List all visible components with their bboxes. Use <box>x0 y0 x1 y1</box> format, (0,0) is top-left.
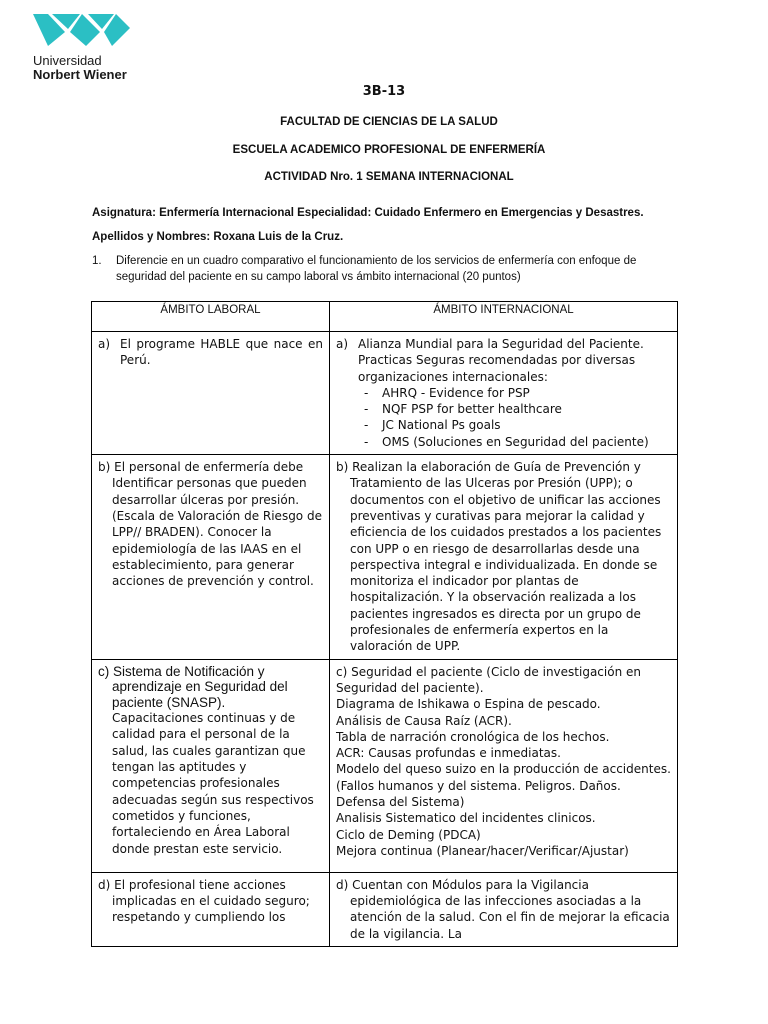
comparison-table <box>91 301 678 947</box>
question-number: 1. <box>92 255 102 267</box>
table-row <box>92 455 678 660</box>
col-header-laboral: ÁMBITO LABORAL <box>92 302 330 332</box>
text-c-right-line: Diagrama de Ishikawa o Espina de pescado. <box>336 697 601 712</box>
list-item: - OMS (Soluciones en Seguridad del paciente) <box>336 434 671 450</box>
text-c-left: Capacitaciones continuas y de calidad para el personal de la salud, las cuales garantizan que tengan las aptitudes y competencias profesionales adecuadas según sus respectivos cometidos y funciones, fortaleciendo en Área Laboral donde prestan este servicio. <box>112 711 314 856</box>
table-header-row <box>92 302 678 332</box>
cell-d-laboral <box>92 872 330 946</box>
text-a-right-line: Practicas Seguras recomendadas por diversas <box>358 353 636 368</box>
col-header-internacional: ÁMBITO INTERNACIONAL <box>330 302 678 332</box>
text-c-right-line: Tabla de narración cronológica de los hechos. <box>336 729 610 744</box>
cell-b-internacional <box>330 455 678 660</box>
table-row <box>92 332 678 455</box>
cell-b-laboral <box>92 455 330 660</box>
cell-a-laboral <box>92 332 330 455</box>
cell-c-laboral <box>92 659 330 872</box>
text-c-right-line: Analisis Sistematico del incidentes clinicos. <box>336 811 596 826</box>
cell-d-internacional <box>330 872 678 946</box>
text-b-right: b) Realizan la elaboración de Guía de Prevención y Tratamiento de las Ulceras por Presión (UPP); o documentos con el objetivo de unificar las acciones preventivas y curativas para mejorar la calidad y eficiencia de los cuidados prestados a los pacientes con UPP o en riesgo de desarrollarlas desde una perspectiva integral e individualizada. En donde se monitoriza el indicador por plantas de hospitalización. Y la observación realizada a los pacientes ingresados es directa por un grupo de profesionales de enfermería expertos en la valoración de UPP. <box>336 460 662 654</box>
text-c-right-line: ACR: Causas profundas e inmediatas. <box>336 746 561 761</box>
table-row <box>92 872 678 946</box>
marker-a-left: a) <box>98 337 111 351</box>
logo-line-2: Norbert Wiener <box>33 67 127 82</box>
text-a-left: El programe HABLE que nace en Perú. <box>120 337 323 368</box>
list-item: - JC National Ps goals <box>336 417 671 433</box>
question-text: Diferencie en un cuadro comparativo el funcionamiento de los servicios de enfermería con enfoque de seguridad del paciente en su campo laboral vs ámbito internacional (20 puntos) <box>116 255 637 283</box>
text-a-right-line: organizaciones internacionales: <box>358 369 548 384</box>
document-code: 3B-13 <box>362 84 406 99</box>
activity-heading: ACTIVIDAD Nro. 1 SEMANA INTERNACIONAL <box>264 171 514 183</box>
text-a-right-line: Alianza Mundial para la Seguridad del Paciente. <box>358 337 644 351</box>
text-d-right: d) Cuentan con Módulos para la Vigilancia epidemiológica de las infecciones asociadas a la atención de la salud. Con el fin de mejorar la eficacia de la vigilancia. La <box>336 877 670 941</box>
school-heading: ESCUELA ACADEMICO PROFESIONAL DE ENFERMERÍA <box>232 144 546 156</box>
cell-a-internacional <box>330 332 678 455</box>
table-row <box>92 659 678 872</box>
logo-line-1: Universidad <box>33 53 102 68</box>
student-line: Apellidos y Nombres: Roxana Luis de la Cruz. <box>92 231 344 243</box>
text-c-right-line: c) Seguridad el paciente (Ciclo de investigación en Seguridad del paciente). <box>336 664 641 695</box>
text-b-left: b) El personal de enfermería debe Identificar personas que pueden desarrollar úlceras por presión. (Escala de Valoración de Riesgo de LPP// BRADEN). Conocer la epidemiología de las IAAS en el establecimiento, para generar acciones de prevención y control. <box>98 460 322 589</box>
text-d-left: d) El profesional tiene acciones implicadas en el cuidado seguro; respetando y cumpliendo los <box>98 877 310 925</box>
text-c-right-line: Modelo del queso suizo en la producción de accidentes. (Fallos humanos y del sistema. Peligros. Daños. Defensa del Sistema) <box>336 762 671 810</box>
list-item: - AHRQ - Evidence for PSP <box>336 385 671 401</box>
subject-line: Asignatura: Enfermería Internacional Especialidad: Cuidado Enfermero en Emergencias y Desastres. <box>92 207 644 219</box>
question <box>92 253 652 285</box>
logo-wordmark <box>33 54 127 82</box>
cell-c-internacional <box>330 659 678 872</box>
text-c-right-line: Análisis de Causa Raíz (ACR). <box>336 713 512 728</box>
faculty-heading: FACULTAD DE CIENCIAS DE LA SALUD <box>280 116 498 128</box>
text-c-left-title: c) Sistema de Notificación y aprendizaje en Seguridad del paciente (SNASP). <box>98 663 288 710</box>
text-c-right-line: Ciclo de Deming (PDCA) <box>336 827 481 842</box>
list-item: - NQF PSP for better healthcare <box>336 401 671 417</box>
marker-a-right: a) <box>336 337 349 351</box>
text-c-right-line: Mejora continua (Planear/hacer/Verificar/Ajustar) <box>336 843 629 858</box>
